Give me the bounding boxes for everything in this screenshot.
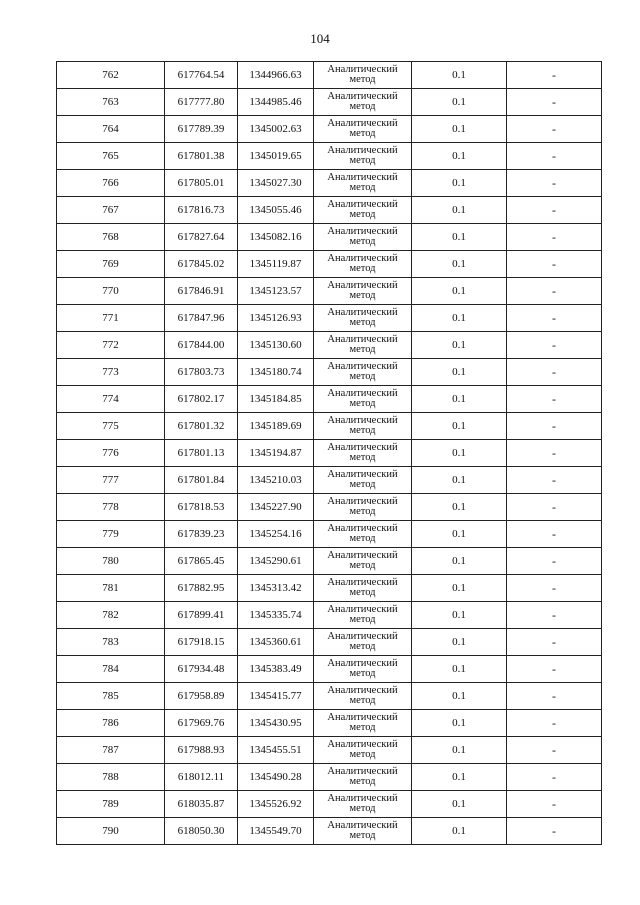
accuracy-cell: 0.1 xyxy=(412,251,507,278)
x-coordinate-cell: 617844.00 xyxy=(165,332,238,359)
method-line-1: Аналитический xyxy=(327,820,398,831)
method-line-2: метод xyxy=(349,344,376,355)
table-row xyxy=(57,413,602,440)
method-cell xyxy=(314,494,412,521)
method-line-1: Аналитический xyxy=(327,550,398,561)
y-coordinate-cell: 1345055.46 xyxy=(238,197,314,224)
method-cell xyxy=(314,89,412,116)
table-row xyxy=(57,89,602,116)
method-cell xyxy=(314,602,412,629)
table-row xyxy=(57,332,602,359)
accuracy-cell: 0.1 xyxy=(412,116,507,143)
table-row xyxy=(57,521,602,548)
note-cell: - xyxy=(507,791,602,818)
method-line-1: Аналитический xyxy=(327,739,398,750)
y-coordinate-cell: 1345119.87 xyxy=(238,251,314,278)
y-coordinate-cell: 1345126.93 xyxy=(238,305,314,332)
accuracy-cell: 0.1 xyxy=(412,818,507,845)
table-row xyxy=(57,602,602,629)
y-coordinate-cell: 1345383.49 xyxy=(238,656,314,683)
method-line-1: Аналитический xyxy=(327,64,398,75)
point-number-cell: 779 xyxy=(57,521,165,548)
method-line-2: метод xyxy=(349,263,376,274)
x-coordinate-cell: 617827.64 xyxy=(165,224,238,251)
accuracy-cell: 0.1 xyxy=(412,440,507,467)
method-line-2: метод xyxy=(349,128,376,139)
method-cell xyxy=(314,737,412,764)
x-coordinate-cell: 617789.39 xyxy=(165,116,238,143)
table-row xyxy=(57,656,602,683)
point-number-cell: 775 xyxy=(57,413,165,440)
table-row xyxy=(57,629,602,656)
accuracy-cell: 0.1 xyxy=(412,764,507,791)
point-number-cell: 770 xyxy=(57,278,165,305)
table-row xyxy=(57,143,602,170)
accuracy-cell: 0.1 xyxy=(412,737,507,764)
x-coordinate-cell: 617969.76 xyxy=(165,710,238,737)
note-cell: - xyxy=(507,143,602,170)
method-line-2: метод xyxy=(349,803,376,814)
y-coordinate-cell: 1345210.03 xyxy=(238,467,314,494)
x-coordinate-cell: 617988.93 xyxy=(165,737,238,764)
accuracy-cell: 0.1 xyxy=(412,143,507,170)
method-line-2: метод xyxy=(349,560,376,571)
method-cell xyxy=(314,467,412,494)
table-row xyxy=(57,737,602,764)
accuracy-cell: 0.1 xyxy=(412,656,507,683)
accuracy-cell: 0.1 xyxy=(412,305,507,332)
method-line-1: Аналитический xyxy=(327,307,398,318)
point-number-cell: 780 xyxy=(57,548,165,575)
point-number-cell: 766 xyxy=(57,170,165,197)
point-number-cell: 784 xyxy=(57,656,165,683)
method-line-1: Аналитический xyxy=(327,226,398,237)
x-coordinate-cell: 618050.30 xyxy=(165,818,238,845)
method-line-2: метод xyxy=(349,371,376,382)
point-number-cell: 762 xyxy=(57,62,165,89)
y-coordinate-cell: 1345254.16 xyxy=(238,521,314,548)
y-coordinate-cell: 1345189.69 xyxy=(238,413,314,440)
y-coordinate-cell: 1344966.63 xyxy=(238,62,314,89)
method-line-2: метод xyxy=(349,236,376,247)
method-line-1: Аналитический xyxy=(327,523,398,534)
x-coordinate-cell: 617882.95 xyxy=(165,575,238,602)
method-line-1: Аналитический xyxy=(327,766,398,777)
method-line-2: метод xyxy=(349,101,376,112)
point-number-cell: 772 xyxy=(57,332,165,359)
method-line-2: метод xyxy=(349,317,376,328)
y-coordinate-cell: 1345455.51 xyxy=(238,737,314,764)
table-row xyxy=(57,359,602,386)
x-coordinate-cell: 617801.84 xyxy=(165,467,238,494)
point-number-cell: 764 xyxy=(57,116,165,143)
x-coordinate-cell: 617805.01 xyxy=(165,170,238,197)
note-cell: - xyxy=(507,170,602,197)
method-cell xyxy=(314,575,412,602)
method-cell xyxy=(314,413,412,440)
method-line-1: Аналитический xyxy=(327,442,398,453)
table-row xyxy=(57,440,602,467)
table-row xyxy=(57,764,602,791)
note-cell: - xyxy=(507,305,602,332)
y-coordinate-cell: 1345526.92 xyxy=(238,791,314,818)
method-line-2: метод xyxy=(349,290,376,301)
accuracy-cell: 0.1 xyxy=(412,197,507,224)
y-coordinate-cell: 1345184.85 xyxy=(238,386,314,413)
method-cell xyxy=(314,224,412,251)
point-number-cell: 771 xyxy=(57,305,165,332)
table-row xyxy=(57,224,602,251)
x-coordinate-cell: 618035.87 xyxy=(165,791,238,818)
method-cell xyxy=(314,251,412,278)
table-body xyxy=(57,62,602,845)
table-row xyxy=(57,251,602,278)
accuracy-cell: 0.1 xyxy=(412,386,507,413)
y-coordinate-cell: 1345180.74 xyxy=(238,359,314,386)
x-coordinate-cell: 617816.73 xyxy=(165,197,238,224)
note-cell: - xyxy=(507,413,602,440)
method-line-2: метод xyxy=(349,506,376,517)
x-coordinate-cell: 618012.11 xyxy=(165,764,238,791)
y-coordinate-cell: 1345549.70 xyxy=(238,818,314,845)
accuracy-cell: 0.1 xyxy=(412,359,507,386)
table-row xyxy=(57,710,602,737)
note-cell: - xyxy=(507,629,602,656)
x-coordinate-cell: 617845.02 xyxy=(165,251,238,278)
method-line-2: метод xyxy=(349,398,376,409)
point-number-cell: 788 xyxy=(57,764,165,791)
note-cell: - xyxy=(507,548,602,575)
point-number-cell: 763 xyxy=(57,89,165,116)
method-cell xyxy=(314,521,412,548)
x-coordinate-cell: 617777.80 xyxy=(165,89,238,116)
method-cell xyxy=(314,62,412,89)
method-cell xyxy=(314,764,412,791)
y-coordinate-cell: 1345313.42 xyxy=(238,575,314,602)
method-line-2: метод xyxy=(349,74,376,85)
note-cell: - xyxy=(507,467,602,494)
table-row xyxy=(57,197,602,224)
accuracy-cell: 0.1 xyxy=(412,683,507,710)
point-number-cell: 783 xyxy=(57,629,165,656)
method-line-1: Аналитический xyxy=(327,334,398,345)
point-number-cell: 769 xyxy=(57,251,165,278)
table-row xyxy=(57,683,602,710)
method-line-2: метод xyxy=(349,830,376,841)
method-line-2: метод xyxy=(349,155,376,166)
method-cell xyxy=(314,278,412,305)
x-coordinate-cell: 617958.89 xyxy=(165,683,238,710)
method-line-1: Аналитический xyxy=(327,631,398,642)
x-coordinate-cell: 617764.54 xyxy=(165,62,238,89)
point-number-cell: 768 xyxy=(57,224,165,251)
accuracy-cell: 0.1 xyxy=(412,602,507,629)
method-line-1: Аналитический xyxy=(327,145,398,156)
method-line-2: метод xyxy=(349,776,376,787)
accuracy-cell: 0.1 xyxy=(412,224,507,251)
table-row xyxy=(57,62,602,89)
point-number-cell: 765 xyxy=(57,143,165,170)
method-cell xyxy=(314,116,412,143)
table-row xyxy=(57,170,602,197)
note-cell: - xyxy=(507,656,602,683)
y-coordinate-cell: 1345360.61 xyxy=(238,629,314,656)
method-line-1: Аналитический xyxy=(327,496,398,507)
method-cell xyxy=(314,197,412,224)
method-line-2: метод xyxy=(349,668,376,679)
y-coordinate-cell: 1345002.63 xyxy=(238,116,314,143)
y-coordinate-cell: 1345430.95 xyxy=(238,710,314,737)
method-line-2: метод xyxy=(349,722,376,733)
method-cell xyxy=(314,629,412,656)
note-cell: - xyxy=(507,251,602,278)
x-coordinate-cell: 617801.13 xyxy=(165,440,238,467)
table-row xyxy=(57,467,602,494)
method-line-1: Аналитический xyxy=(327,199,398,210)
x-coordinate-cell: 617846.91 xyxy=(165,278,238,305)
method-cell xyxy=(314,440,412,467)
method-cell xyxy=(314,359,412,386)
note-cell: - xyxy=(507,359,602,386)
point-number-cell: 782 xyxy=(57,602,165,629)
x-coordinate-cell: 617802.17 xyxy=(165,386,238,413)
point-number-cell: 767 xyxy=(57,197,165,224)
note-cell: - xyxy=(507,278,602,305)
x-coordinate-cell: 617847.96 xyxy=(165,305,238,332)
method-line-2: метод xyxy=(349,749,376,760)
x-coordinate-cell: 617934.48 xyxy=(165,656,238,683)
note-cell: - xyxy=(507,521,602,548)
x-coordinate-cell: 617803.73 xyxy=(165,359,238,386)
point-number-cell: 790 xyxy=(57,818,165,845)
accuracy-cell: 0.1 xyxy=(412,413,507,440)
y-coordinate-cell: 1345194.87 xyxy=(238,440,314,467)
accuracy-cell: 0.1 xyxy=(412,548,507,575)
table-row xyxy=(57,791,602,818)
x-coordinate-cell: 617918.15 xyxy=(165,629,238,656)
method-line-1: Аналитический xyxy=(327,793,398,804)
method-cell xyxy=(314,683,412,710)
accuracy-cell: 0.1 xyxy=(412,521,507,548)
x-coordinate-cell: 617818.53 xyxy=(165,494,238,521)
point-number-cell: 778 xyxy=(57,494,165,521)
accuracy-cell: 0.1 xyxy=(412,332,507,359)
method-cell xyxy=(314,170,412,197)
table-row xyxy=(57,548,602,575)
accuracy-cell: 0.1 xyxy=(412,170,507,197)
method-line-1: Аналитический xyxy=(327,361,398,372)
method-cell xyxy=(314,386,412,413)
method-line-1: Аналитический xyxy=(327,91,398,102)
method-cell xyxy=(314,656,412,683)
method-line-1: Аналитический xyxy=(327,253,398,264)
y-coordinate-cell: 1345019.65 xyxy=(238,143,314,170)
note-cell: - xyxy=(507,116,602,143)
note-cell: - xyxy=(507,602,602,629)
x-coordinate-cell: 617839.23 xyxy=(165,521,238,548)
method-line-2: метод xyxy=(349,614,376,625)
method-line-1: Аналитический xyxy=(327,712,398,723)
page-number: 104 xyxy=(310,31,330,46)
note-cell: - xyxy=(507,818,602,845)
x-coordinate-cell: 617801.38 xyxy=(165,143,238,170)
y-coordinate-cell: 1344985.46 xyxy=(238,89,314,116)
coordinates-table xyxy=(56,61,602,845)
table-row xyxy=(57,116,602,143)
table-row xyxy=(57,818,602,845)
method-line-2: метод xyxy=(349,587,376,598)
accuracy-cell: 0.1 xyxy=(412,575,507,602)
method-cell xyxy=(314,710,412,737)
x-coordinate-cell: 617801.32 xyxy=(165,413,238,440)
note-cell: - xyxy=(507,89,602,116)
note-cell: - xyxy=(507,62,602,89)
method-cell xyxy=(314,305,412,332)
accuracy-cell: 0.1 xyxy=(412,791,507,818)
y-coordinate-cell: 1345123.57 xyxy=(238,278,314,305)
method-line-2: метод xyxy=(349,479,376,490)
note-cell: - xyxy=(507,683,602,710)
table-row xyxy=(57,494,602,521)
method-line-1: Аналитический xyxy=(327,658,398,669)
y-coordinate-cell: 1345082.16 xyxy=(238,224,314,251)
y-coordinate-cell: 1345290.61 xyxy=(238,548,314,575)
x-coordinate-cell: 617865.45 xyxy=(165,548,238,575)
y-coordinate-cell: 1345415.77 xyxy=(238,683,314,710)
accuracy-cell: 0.1 xyxy=(412,467,507,494)
method-cell xyxy=(314,548,412,575)
table-row xyxy=(57,278,602,305)
method-cell xyxy=(314,143,412,170)
y-coordinate-cell: 1345490.28 xyxy=(238,764,314,791)
method-line-1: Аналитический xyxy=(327,118,398,129)
point-number-cell: 777 xyxy=(57,467,165,494)
point-number-cell: 786 xyxy=(57,710,165,737)
note-cell: - xyxy=(507,737,602,764)
note-cell: - xyxy=(507,386,602,413)
method-line-2: метод xyxy=(349,452,376,463)
method-line-1: Аналитический xyxy=(327,388,398,399)
y-coordinate-cell: 1345027.30 xyxy=(238,170,314,197)
note-cell: - xyxy=(507,494,602,521)
accuracy-cell: 0.1 xyxy=(412,629,507,656)
method-line-1: Аналитический xyxy=(327,415,398,426)
method-cell xyxy=(314,332,412,359)
point-number-cell: 781 xyxy=(57,575,165,602)
point-number-cell: 787 xyxy=(57,737,165,764)
note-cell: - xyxy=(507,332,602,359)
method-line-1: Аналитический xyxy=(327,604,398,615)
method-line-2: метод xyxy=(349,533,376,544)
y-coordinate-cell: 1345227.90 xyxy=(238,494,314,521)
accuracy-cell: 0.1 xyxy=(412,62,507,89)
note-cell: - xyxy=(507,197,602,224)
method-line-1: Аналитический xyxy=(327,172,398,183)
method-line-2: метод xyxy=(349,425,376,436)
method-line-1: Аналитический xyxy=(327,280,398,291)
method-line-1: Аналитический xyxy=(327,685,398,696)
note-cell: - xyxy=(507,440,602,467)
accuracy-cell: 0.1 xyxy=(412,278,507,305)
accuracy-cell: 0.1 xyxy=(412,710,507,737)
method-line-2: метод xyxy=(349,182,376,193)
point-number-cell: 789 xyxy=(57,791,165,818)
point-number-cell: 773 xyxy=(57,359,165,386)
method-line-1: Аналитический xyxy=(327,577,398,588)
table-row xyxy=(57,305,602,332)
table-row xyxy=(57,575,602,602)
accuracy-cell: 0.1 xyxy=(412,494,507,521)
note-cell: - xyxy=(507,575,602,602)
note-cell: - xyxy=(507,224,602,251)
method-cell xyxy=(314,791,412,818)
method-line-1: Аналитический xyxy=(327,469,398,480)
point-number-cell: 785 xyxy=(57,683,165,710)
note-cell: - xyxy=(507,764,602,791)
method-line-2: метод xyxy=(349,641,376,652)
method-line-2: метод xyxy=(349,695,376,706)
note-cell: - xyxy=(507,710,602,737)
accuracy-cell: 0.1 xyxy=(412,89,507,116)
y-coordinate-cell: 1345335.74 xyxy=(238,602,314,629)
x-coordinate-cell: 617899.41 xyxy=(165,602,238,629)
y-coordinate-cell: 1345130.60 xyxy=(238,332,314,359)
point-number-cell: 774 xyxy=(57,386,165,413)
point-number-cell: 776 xyxy=(57,440,165,467)
method-cell xyxy=(314,818,412,845)
method-line-2: метод xyxy=(349,209,376,220)
table-row xyxy=(57,386,602,413)
